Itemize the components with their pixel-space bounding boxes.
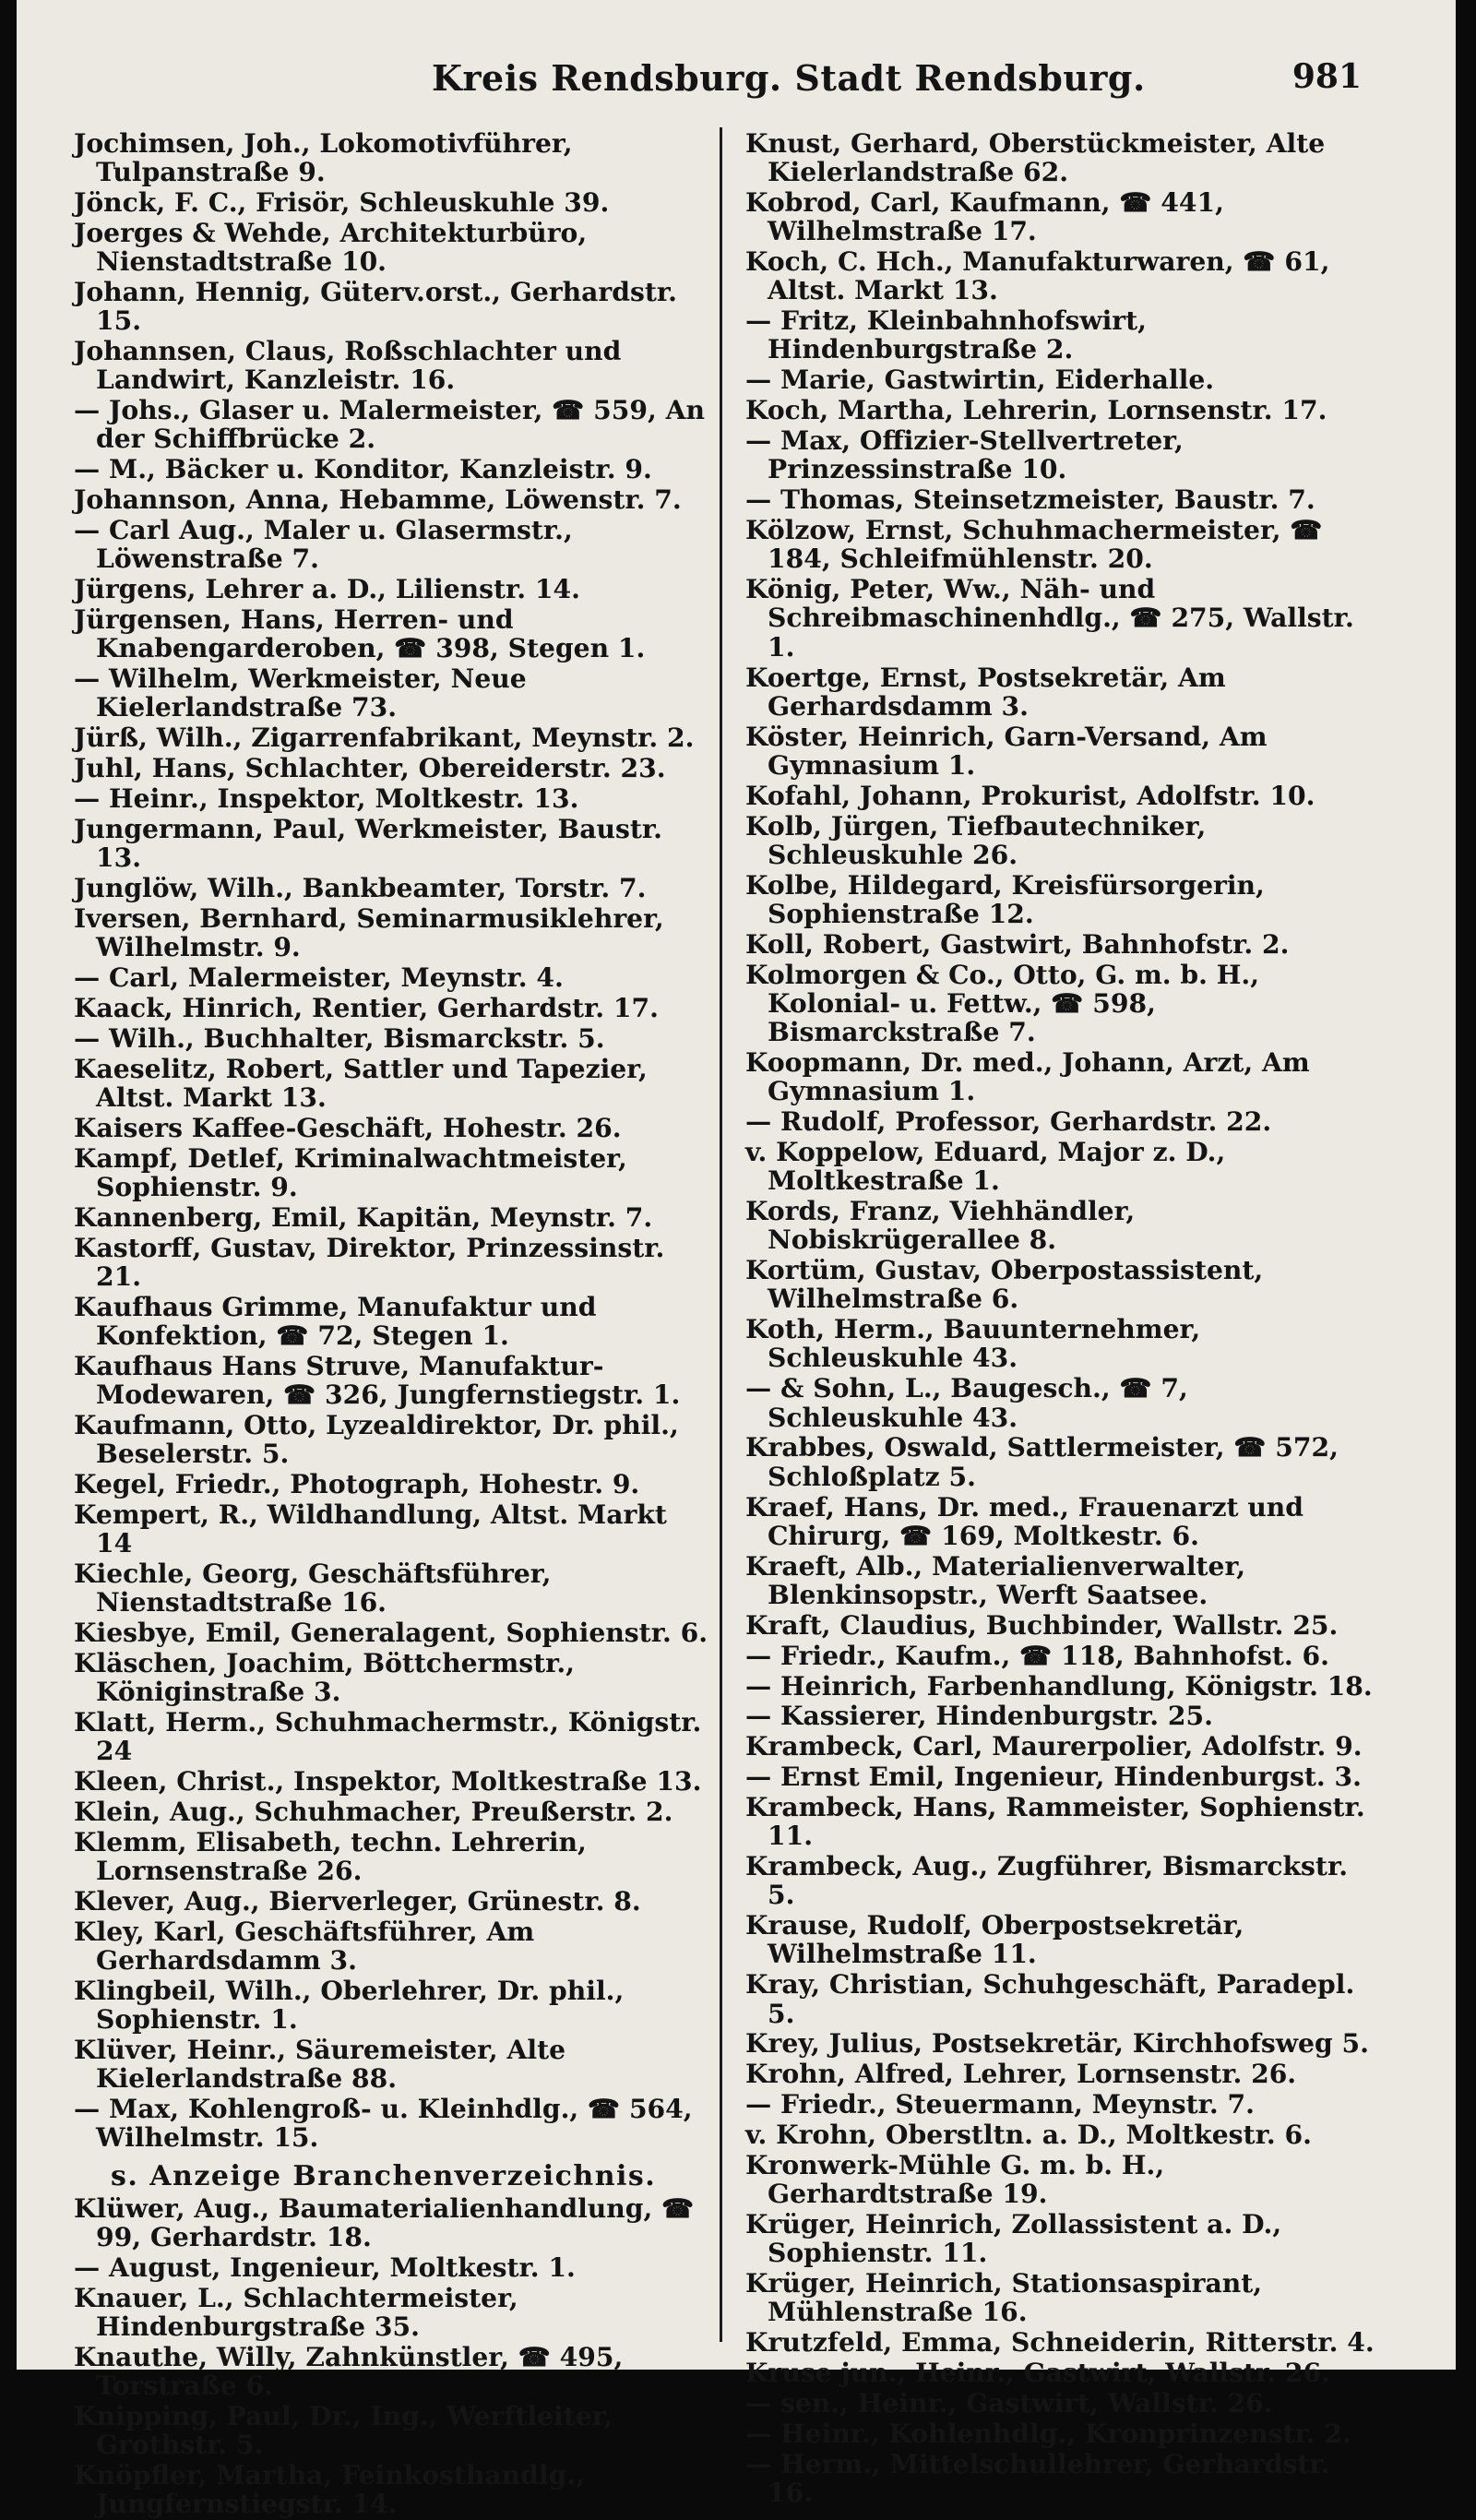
directory-entry: — Heinrich, Farbenhandlung, Königstr. 18. bbox=[745, 1670, 1373, 1702]
directory-entry: Knauer, L., Schlachtermeister, Hindenburgstraße 35. bbox=[74, 2282, 518, 2343]
directory-entry: Kruse jun., Heinr., Gastwirt, Wallstr. 26. bbox=[745, 2358, 1330, 2389]
directory-entry: Kofahl, Johann, Prokurist, Adolfstr. 10. bbox=[745, 780, 1315, 811]
directory-entry: Krause, Rudolf, Oberpostsekretär, Wilhelmstraße 11. bbox=[745, 1910, 1244, 1970]
directory-entry: — Thomas, Steinsetzmeister, Baustr. 7. bbox=[745, 484, 1315, 516]
directory-entry: — Rudolf, Professor, Gerhardstr. 22. bbox=[745, 1106, 1272, 1138]
directory-entry: Krüger, Heinrich, Stationsaspirant, Mühlenstraße 16. bbox=[745, 2268, 1263, 2328]
directory-entry: — sen., Heinr., Gastwirt, Wallstr. 26. bbox=[745, 2388, 1273, 2419]
directory-entry: — Kassierer, Hindenburgstr. 25. bbox=[745, 1701, 1213, 1732]
directory-entry: Kolmorgen & Co., Otto, G. m. b. H., Kolonial- u. Fettw., ☎ 598, Bismarckstraße 7. bbox=[745, 959, 1260, 1048]
directory-entry: Kley, Karl, Geschäftsführer, Am Gerhardsdamm 3. bbox=[74, 1917, 535, 1977]
directory-entry: Kleen, Christ., Inspektor, Moltkestraße 13. bbox=[74, 1766, 702, 1797]
directory-entry: Johannsen, Claus, Roßschlachter und Landwirt, Kanzleistr. 16. bbox=[74, 336, 622, 396]
directory-entry: Koch, Martha, Lehrerin, Lornsenstr. 17. bbox=[745, 395, 1327, 426]
directory-entry: Knöpfler, Martha, Feinkosthandlg., Jungfernstiegstr. 14. bbox=[74, 2460, 585, 2520]
directory-entry: Jochimsen, Joh., Lokomotivführer, Tulpanstraße 9. bbox=[74, 128, 573, 188]
directory-entry: Kläschen, Joachim, Böttchermstr., Königinstraße 3. bbox=[74, 1648, 575, 1708]
directory-entry: Klüver, Heinr., Säuremeister, Alte Kielerlandstraße 88. bbox=[74, 2035, 566, 2095]
directory-entry: Kortüm, Gustav, Oberpostassistent, Wilhelmstraße 6. bbox=[745, 1255, 1264, 1315]
directory-entry: Jürgensen, Hans, Herren- und Knabengarderoben, ☎ 398, Stegen 1. bbox=[74, 604, 646, 664]
directory-entry: Kiechle, Georg, Geschäftsführer, Nienstadtstraße 16. bbox=[74, 1559, 552, 1618]
directory-entry: Krabbes, Oswald, Sattlermeister, ☎ 572, Schloßplatz 5. bbox=[745, 1432, 1339, 1492]
left-column bbox=[74, 129, 710, 2520]
directory-entry: Knauthe, Willy, Zahnkünstler, ☎ 495, Torstraße 6. bbox=[74, 2341, 624, 2402]
directory-entry: — Herm., Mittelschullehrer, Gerhardstr. 16. bbox=[745, 2448, 1330, 2509]
directory-entry: Krohn, Alfred, Lehrer, Lornsenstr. 26. bbox=[745, 2059, 1297, 2090]
section-heading: s. Anzeige Branchenverzeichnis. bbox=[111, 2159, 657, 2192]
directory-entry: Jürß, Wilh., Zigarrenfabrikant, Meynstr. 2. bbox=[74, 723, 695, 754]
directory-entry: Koll, Robert, Gastwirt, Bahnhofstr. 2. bbox=[745, 928, 1290, 960]
directory-entry: Kaack, Hinrich, Rentier, Gerhardstr. 17. bbox=[74, 992, 659, 1023]
page-header bbox=[17, 57, 1456, 111]
directory-entry: — Wilhelm, Werkmeister, Neue Kielerlandstraße 73. bbox=[74, 663, 527, 723]
directory-entry: Kölzow, Ernst, Schuhmachermeister, ☎ 184, Schleifmühlenstr. 20. bbox=[745, 515, 1323, 575]
directory-entry: — Heinr., Kohlenhdlg., Kronprinzenstr. 2. bbox=[745, 2418, 1351, 2449]
directory-entry: Knipping, Paul, Dr., Ing., Werftleiter, Grothstr. 5. bbox=[74, 2401, 613, 2461]
directory-entry: Kraef, Hans, Dr. med., Frauenarzt und Chirurg, ☎ 169, Moltkestr. 6. bbox=[745, 1491, 1304, 1551]
directory-entry: Kaeselitz, Robert, Sattler und Tapezier, Altst. Markt 13. bbox=[74, 1053, 648, 1113]
directory-entry: Krambeck, Carl, Maurerpolier, Adolfstr. 9. bbox=[745, 1731, 1363, 1762]
page-number: 981 bbox=[1292, 57, 1362, 96]
directory-entry: — Friedr., Steuermann, Meynstr. 7. bbox=[745, 2089, 1255, 2120]
directory-entry: — Fritz, Kleinbahnhofswirt, Hindenburgstraße 2. bbox=[745, 305, 1147, 365]
directory-entry: Kraft, Claudius, Buchbinder, Wallstr. 25. bbox=[745, 1609, 1339, 1641]
directory-entry: Klein, Aug., Schuhmacher, Preußerstr. 2. bbox=[74, 1797, 673, 1828]
directory-entry: König, Peter, Ww., Näh- und Schreibmaschinenhdlg., ☎ 275, Wallstr. 1. bbox=[745, 574, 1354, 663]
directory-entry: Kastorff, Gustav, Direktor, Prinzessinstr. 21. bbox=[74, 1232, 665, 1292]
directory-entry: Kaufhaus Hans Struve, Manufaktur-Modewaren, ☎ 326, Jungfernstiegstr. 1. bbox=[74, 1350, 681, 1411]
directory-entry: — Max, Offizier-Stellvertreter, Prinzessinstraße 10. bbox=[745, 425, 1184, 485]
directory-entry: Kaufmann, Otto, Lyzealdirektor, Dr. phil., Beselerstr. 5. bbox=[74, 1409, 679, 1470]
column-divider bbox=[720, 127, 722, 2342]
directory-entry: Kronwerk-Mühle G. m. b. H., Gerhardtstraße 19. bbox=[745, 2150, 1165, 2210]
directory-entry: Kempert, R., Wildhandlung, Altst. Markt 14 bbox=[74, 1499, 667, 1559]
directory-entry: Klingbeil, Wilh., Oberlehrer, Dr. phil., Sophienstr. 1. bbox=[74, 1976, 625, 2036]
directory-entry: Kiesbye, Emil, Generalagent, Sophienstr. 6. bbox=[74, 1618, 708, 1649]
directory-entry: Koopmann, Dr. med., Johann, Arzt, Am Gymnasium 1. bbox=[745, 1046, 1310, 1107]
directory-entry: — & Sohn, L., Baugesch., ☎ 7, Schleuskuhle 43. bbox=[745, 1373, 1188, 1433]
directory-entry: Johannson, Anna, Hebamme, Löwenstr. 7. bbox=[74, 484, 682, 516]
directory-entry: Kolbe, Hildegard, Kreisfürsorgerin, Sophienstraße 12. bbox=[745, 869, 1265, 929]
directory-entry: Klatt, Herm., Schuhmachermstr., Königstr. 24 bbox=[74, 1707, 702, 1767]
directory-entry: v. Krohn, Oberstltn. a. D., Moltkestr. 6. bbox=[745, 2120, 1312, 2151]
directory-entry: Kolb, Jürgen, Tiefbautechniker, Schleuskuhle 26. bbox=[745, 810, 1207, 870]
directory-entry: Köster, Heinrich, Garn-Versand, Am Gymnasium 1. bbox=[745, 721, 1268, 781]
directory-entry: — Ernst Emil, Ingenieur, Hindenburgst. 3. bbox=[745, 1762, 1362, 1793]
directory-entry: Johann, Hennig, Güterv.orst., Gerhardstr. 15. bbox=[74, 277, 677, 337]
directory-page bbox=[17, 0, 1456, 2520]
directory-entry: v. Koppelow, Eduard, Major z. D., Moltkestraße 1. bbox=[745, 1136, 1226, 1197]
directory-entry: Krambeck, Hans, Rammeister, Sophienstr. 11. bbox=[745, 1792, 1365, 1852]
directory-entry: Klüwer, Aug., Baumaterialienhandlung, ☎ 99, Gerhardstr. 18. bbox=[74, 2192, 695, 2253]
directory-entry: — M., Bäcker u. Konditor, Kanzleistr. 9. bbox=[74, 454, 652, 485]
directory-entry: Koch, C. Hch., Manufakturwaren, ☎ 61, Altst. Markt 13. bbox=[745, 246, 1330, 306]
directory-entry: Kobrod, Carl, Kaufmann, ☎ 441, Wilhelmstraße 17. bbox=[745, 187, 1224, 247]
running-title: Kreis Rendsburg. Stadt Rendsburg. bbox=[432, 57, 1146, 99]
directory-entry: Joerges & Wehde, Architekturbüro, Nienstadtstraße 10. bbox=[74, 217, 588, 278]
directory-entry: Klemm, Elisabeth, techn. Lehrerin, Lornsenstraße 26. bbox=[74, 1827, 587, 1887]
directory-entry: Jönck, F. C., Frisör, Schleuskuhle 39. bbox=[74, 187, 610, 219]
directory-entry: Kampf, Detlef, Kriminalwachtmeister, Sophienstr. 9. bbox=[74, 1142, 627, 1202]
directory-entry: Kray, Christian, Schuhgeschäft, Paradepl. 5. bbox=[745, 1969, 1355, 2029]
directory-entry: — August, Ingenieur, Moltkestr. 1. bbox=[74, 2251, 576, 2283]
directory-entry: Juhl, Hans, Schlachter, Obereiderstr. 23. bbox=[74, 753, 666, 784]
directory-entry: Kegel, Friedr., Photograph, Hohestr. 9. bbox=[74, 1469, 640, 1500]
directory-entry: Koertge, Ernst, Postsekretär, Am Gerhardsdamm 3. bbox=[745, 662, 1226, 722]
directory-entry: — Carl, Malermeister, Meynstr. 4. bbox=[74, 962, 564, 994]
directory-entry: — Wilh., Buchhalter, Bismarckstr. 5. bbox=[74, 1022, 605, 1054]
directory-entry: Iversen, Bernhard, Seminarmusiklehrer, Wilhelmstr. 9. bbox=[74, 902, 664, 963]
directory-entry: Krey, Julius, Postsekretär, Kirchhofsweg 5. bbox=[745, 2028, 1369, 2060]
directory-entry: Krambeck, Aug., Zugführer, Bismarckstr. 5. bbox=[745, 1851, 1349, 1911]
directory-entry: — Friedr., Kaufm., ☎ 118, Bahnhofst. 6. bbox=[745, 1640, 1329, 1671]
directory-entry: Jürgens, Lehrer a. D., Lilienstr. 14. bbox=[74, 574, 580, 605]
directory-entry: — Max, Kohlengroß- u. Kleinhdlg., ☎ 564, Wilhelmstr. 15. bbox=[74, 2094, 693, 2154]
directory-entry: — Heinr., Inspektor, Moltkestr. 13. bbox=[74, 783, 579, 815]
directory-entry: Krüger, Heinrich, Zollassistent a. D., Sophienstr. 11. bbox=[745, 2209, 1282, 2269]
directory-entry: Koth, Herm., Bauunternehmer, Schleuskuhle 43. bbox=[745, 1314, 1201, 1374]
directory-entry: Klever, Aug., Bierverleger, Grünestr. 8. bbox=[74, 1886, 641, 1917]
directory-entry: Kords, Franz, Viehhändler, Nobiskrügerallee 8. bbox=[745, 1196, 1136, 1256]
directory-entry: Kannenberg, Emil, Kapitän, Meynstr. 7. bbox=[74, 1201, 653, 1233]
directory-entry: Kraeft, Alb., Materialienverwalter, Blenkinsopstr., Werft Saatsee. bbox=[745, 1550, 1246, 1610]
directory-entry: Junglöw, Wilh., Bankbeamter, Torstr. 7. bbox=[74, 873, 647, 904]
directory-entry: Knust, Gerhard, Oberstückmeister, Alte Kielerlandstraße 62. bbox=[745, 128, 1326, 188]
directory-entry: Kaufhaus Grimme, Manufaktur und Konfektion, ☎ 72, Stegen 1. bbox=[74, 1291, 597, 1351]
directory-entry: — Carl Aug., Maler u. Glasermstr., Löwenstraße 7. bbox=[74, 515, 573, 575]
right-column bbox=[745, 129, 1382, 2509]
directory-entry: — Johs., Glaser u. Malermeister, ☎ 559, An der Schiffbrücke 2. bbox=[74, 395, 706, 455]
directory-entry: — Marie, Gastwirtin, Eiderhalle. bbox=[745, 364, 1215, 396]
directory-entry: Jungermann, Paul, Werkmeister, Baustr. 13. bbox=[74, 813, 662, 874]
directory-entry: Kaisers Kaffee-Geschäft, Hohestr. 26. bbox=[74, 1112, 622, 1143]
directory-entry: Krutzfeld, Emma, Schneiderin, Ritterstr. 4. bbox=[745, 2327, 1375, 2359]
